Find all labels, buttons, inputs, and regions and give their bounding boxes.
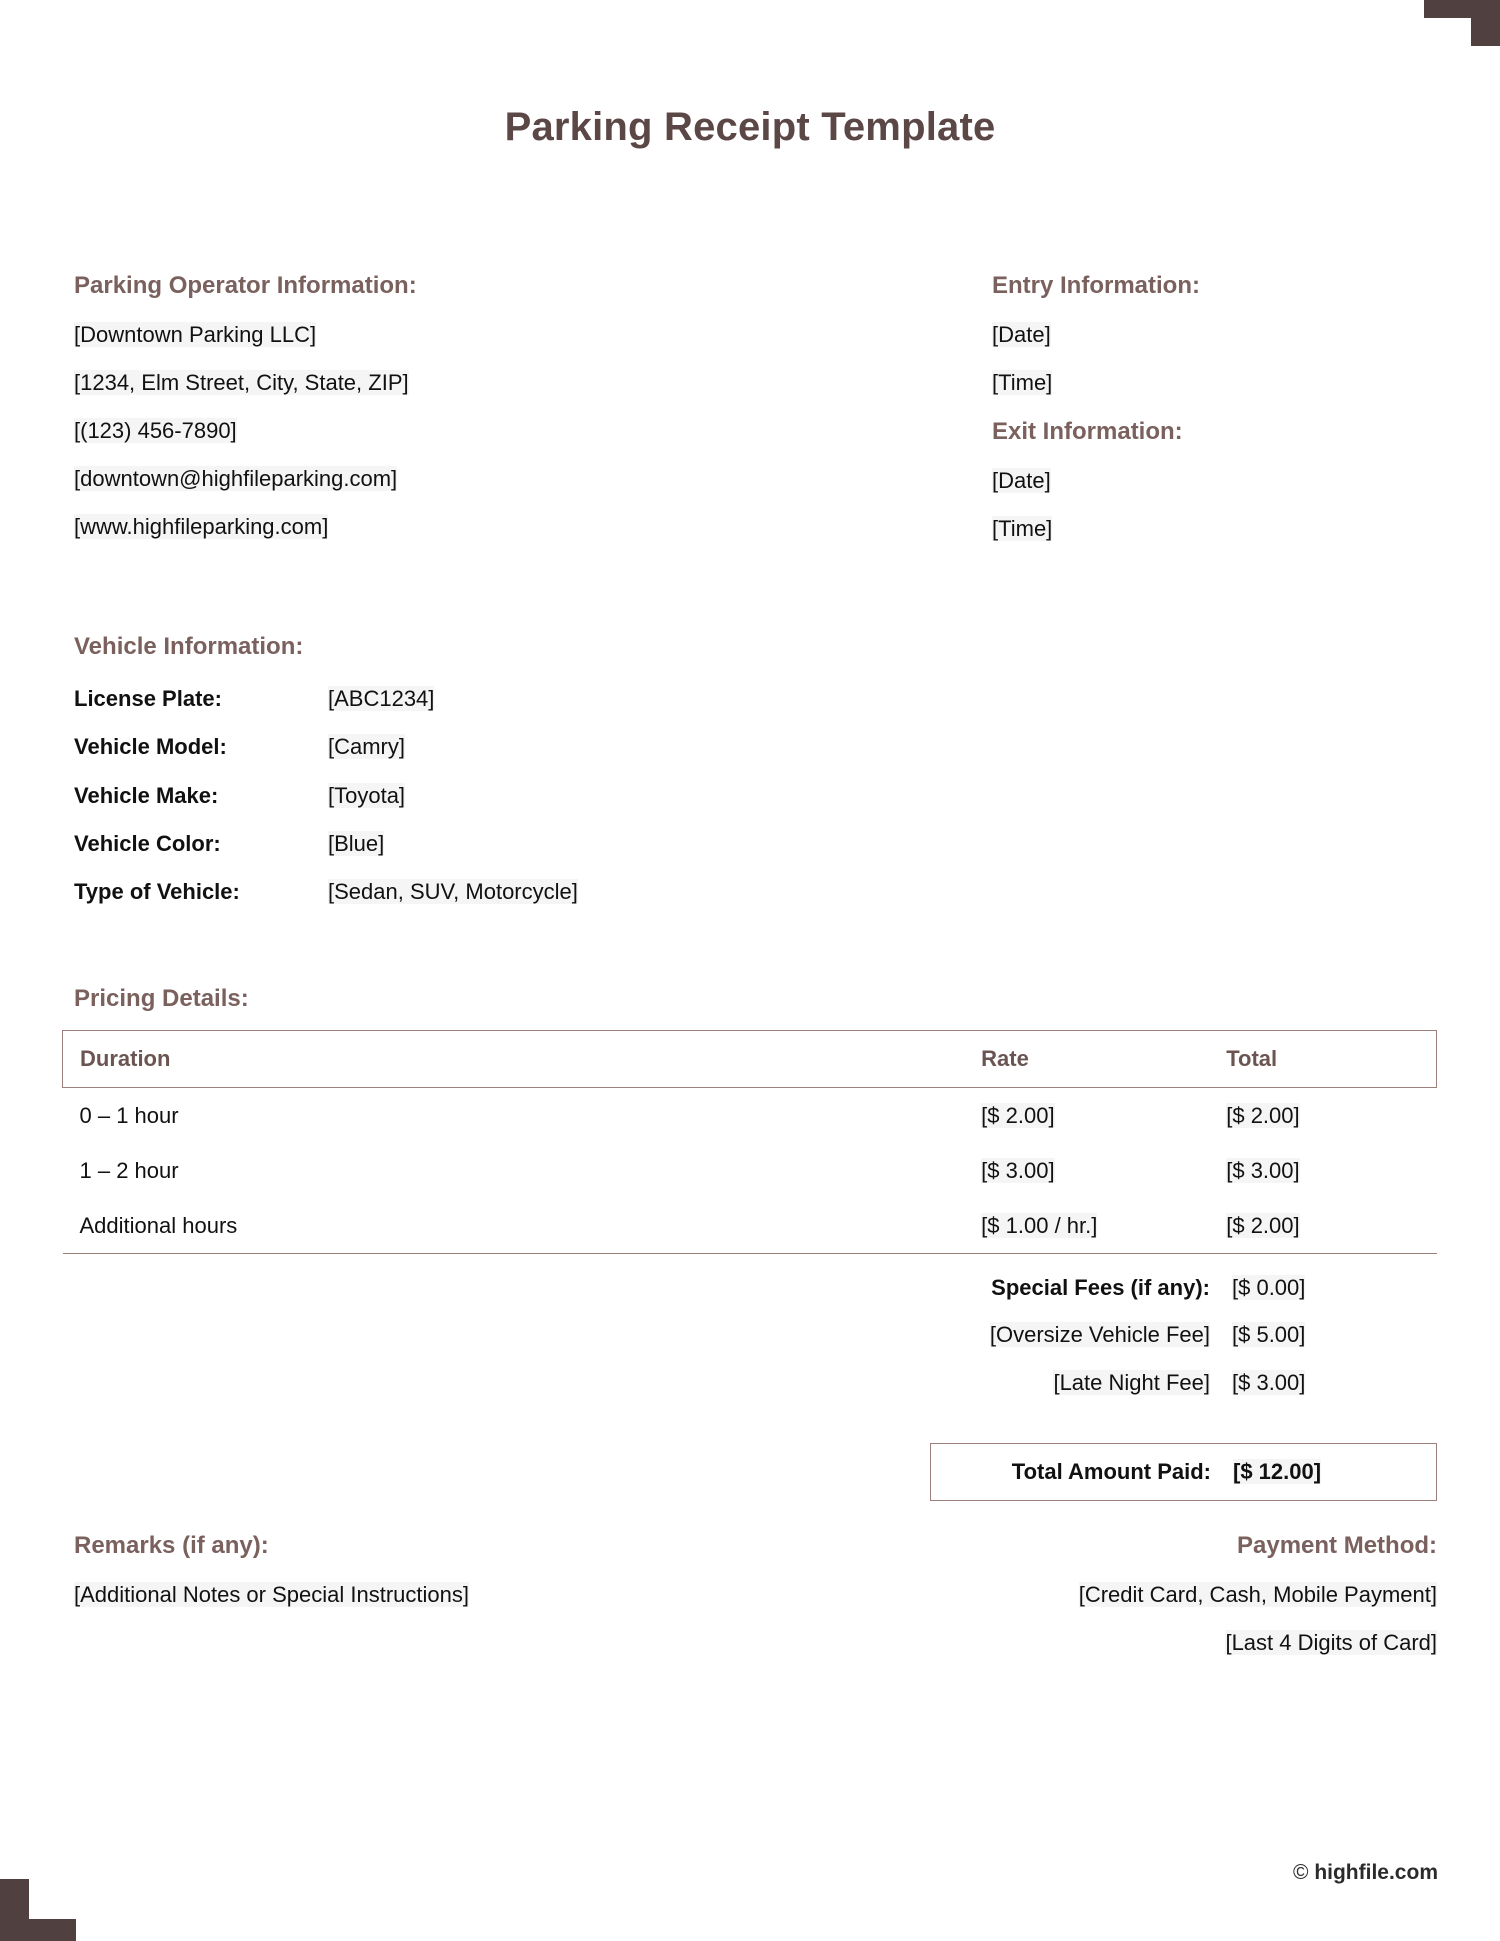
column-header-rate: Rate — [981, 1046, 1029, 1071]
vehicle-row — [74, 831, 834, 856]
fee-label-text: [Oversize Vehicle Fee] — [989, 1322, 1210, 1348]
cell-rate-text: [$ 3.00] — [981, 1157, 1055, 1183]
cell-rate-text: [$ 1.00 / hr.] — [981, 1212, 1098, 1238]
vehicle-field-value — [328, 879, 578, 904]
vehicle-field-label: Vehicle Make: — [74, 782, 219, 808]
operator-name-value: [Downtown Parking LLC] — [74, 322, 317, 347]
fee-row — [880, 1370, 1437, 1395]
remarks-note-line — [74, 1582, 714, 1608]
column-header-total: Total — [1226, 1046, 1278, 1071]
fee-row — [880, 1322, 1437, 1347]
cell-total — [1206, 1088, 1436, 1144]
table-row — [63, 1198, 1437, 1254]
vehicle-field-label: Vehicle Model: — [74, 734, 227, 760]
footer-credit — [1293, 1861, 1438, 1885]
entry-date-value: [Date] — [992, 322, 1051, 347]
cell-total-text: [$ 2.00] — [1226, 1212, 1300, 1238]
vehicle-information-section — [74, 633, 834, 904]
pricing-details-heading: Pricing Details: — [74, 985, 249, 1012]
payment-card-digits-value: [Last 4 Digits of Card] — [1225, 1629, 1437, 1655]
vehicle-field-value-text: [ABC1234] — [328, 686, 435, 711]
footer-copyright-symbol: © — [1293, 1861, 1315, 1884]
total-amount-paid-value — [1233, 1459, 1321, 1485]
operator-website-line — [74, 514, 714, 540]
payment-method-section — [940, 1532, 1437, 1678]
fee-label — [880, 1370, 1210, 1395]
vehicle-row — [74, 783, 834, 808]
entry-time-line — [992, 370, 1432, 396]
fee-value-text: [$ 3.00] — [1232, 1369, 1306, 1395]
operator-website-value: [www.highfileparking.com] — [74, 513, 329, 539]
operator-address-line — [74, 370, 714, 396]
vehicle-field-value-text: [Sedan, SUV, Motorcycle] — [328, 879, 578, 905]
vehicle-field-value-text: [Toyota] — [328, 782, 406, 808]
cell-duration: Additional hours — [63, 1198, 960, 1254]
cell-rate — [959, 1198, 1206, 1254]
operator-phone-line — [74, 418, 714, 444]
remarks-heading: Remarks (if any): — [74, 1532, 269, 1559]
parking-operator-section — [74, 272, 714, 540]
operator-phone-value: [(123) 456-7890] — [74, 417, 237, 443]
cell-total-text: [$ 2.00] — [1226, 1102, 1300, 1128]
exit-time-line — [992, 516, 1432, 542]
pricing-details-table — [62, 1030, 1437, 1254]
cell-rate — [959, 1143, 1206, 1198]
total-amount-paid-box — [930, 1443, 1437, 1501]
vehicle-row — [74, 686, 834, 711]
parking-operator-heading: Parking Operator Information: — [74, 272, 417, 299]
operator-address-value: [1234, Elm Street, City, State, ZIP] — [74, 369, 409, 395]
table-row — [63, 1143, 1437, 1198]
cell-rate — [959, 1088, 1206, 1144]
special-fees-section — [880, 1275, 1437, 1417]
pricing-header-row — [63, 1031, 1437, 1088]
fee-label — [880, 1322, 1210, 1347]
operator-email-line — [74, 466, 714, 492]
cell-duration: 0 – 1 hour — [79, 1102, 179, 1128]
exit-date-line — [992, 468, 1432, 494]
fee-value-text: [$ 0.00] — [1232, 1275, 1306, 1300]
vehicle-field-value — [328, 783, 405, 808]
vehicle-field-value-text: [Blue] — [328, 830, 385, 856]
page-title: Parking Receipt Template — [504, 105, 996, 149]
remarks-section — [74, 1532, 714, 1608]
total-amount-paid-label: Total Amount Paid: — [1011, 1459, 1211, 1484]
cell-total — [1206, 1143, 1436, 1198]
vehicle-field-value — [328, 734, 405, 759]
vehicle-field-value — [328, 831, 384, 856]
cell-total — [1206, 1198, 1436, 1254]
fee-label: Special Fees (if any): — [991, 1275, 1210, 1300]
footer-brand: highfile.com — [1314, 1861, 1438, 1884]
vehicle-field-label: License Plate: — [74, 686, 222, 711]
payment-method-heading: Payment Method: — [1236, 1532, 1437, 1559]
exit-time-value: [Time] — [992, 515, 1053, 541]
fee-label-text: [Late Night Fee] — [1053, 1369, 1210, 1395]
entry-exit-section — [992, 272, 1432, 564]
fee-value — [1232, 1322, 1305, 1347]
operator-email-value: [downtown@highfileparking.com] — [74, 465, 398, 491]
column-header-duration: Duration — [80, 1046, 171, 1071]
vehicle-row — [74, 734, 834, 759]
vehicle-field-label: Type of Vehicle: — [74, 879, 240, 905]
vehicle-information-heading: Vehicle Information: — [74, 633, 304, 660]
fee-value — [1232, 1275, 1305, 1300]
table-row — [63, 1088, 1437, 1144]
exit-date-value: [Date] — [992, 467, 1051, 493]
payment-methods-value: [Credit Card, Cash, Mobile Payment] — [1078, 1582, 1437, 1607]
pricing-table-body — [63, 1088, 1437, 1254]
remarks-note-value: [Additional Notes or Special Instructions] — [74, 1582, 469, 1607]
payment-card-digits-line — [940, 1630, 1437, 1656]
vehicle-row — [74, 879, 834, 904]
entry-information-heading: Entry Information: — [992, 272, 1200, 299]
cell-total-text: [$ 3.00] — [1226, 1157, 1300, 1183]
fee-value — [1232, 1370, 1305, 1395]
cell-duration: 1 – 2 hour — [79, 1157, 179, 1183]
payment-methods-line — [940, 1582, 1437, 1608]
entry-time-value: [Time] — [992, 369, 1053, 395]
entry-date-line — [992, 322, 1432, 348]
fee-row — [880, 1275, 1437, 1300]
cell-rate-text: [$ 2.00] — [981, 1102, 1055, 1128]
total-amount-paid-value-text: [$ 12.00] — [1233, 1459, 1322, 1484]
pricing-table-head — [63, 1031, 1437, 1088]
vehicle-field-label: Vehicle Color: — [74, 830, 221, 856]
vehicle-field-value — [328, 686, 434, 711]
operator-name-line — [74, 322, 714, 348]
exit-information-heading: Exit Information: — [992, 417, 1183, 445]
fee-value-text: [$ 5.00] — [1232, 1322, 1306, 1348]
vehicle-field-value-text: [Camry] — [328, 734, 405, 760]
